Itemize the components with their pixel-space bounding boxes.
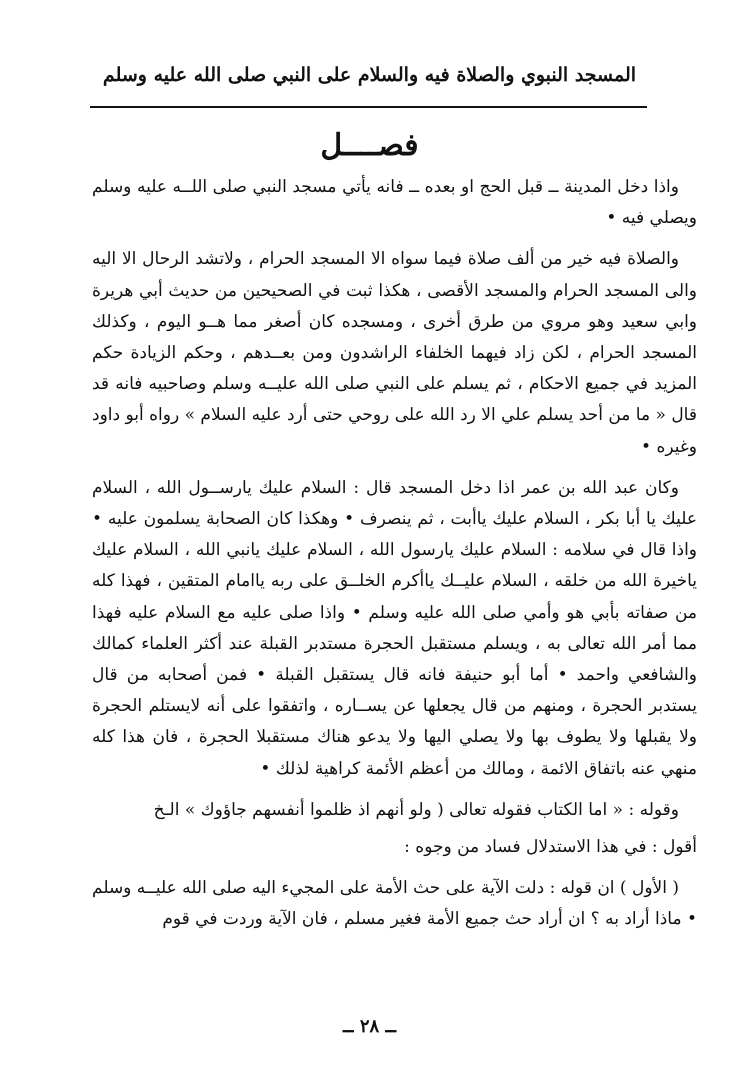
paragraph: أقول : في هذا الاستدلال فساد من وجوه : bbox=[404, 837, 697, 858]
paragraph: وكان عبد الله بن عمر اذا دخل المسجد قال : السلام عليك يارســول الله ، السلام عليك يا أبا بكر ، السلام عليك ياأبت ، ثم ينصرف • وهكذا كان الصحابة يسلمون عليه • واذا قال في سلامه : السلام عليك يارسول الله ، السلام عليك يانبي الله ، السلام عليك ياخيرة الله من خلقه ، السلام عليــك ياأكرم الخلــق على ربه ياامام المتقين ، فهذا كله من صفاته بأبي هو وأمي صلى الله عليه وسلم • واذا صلى عليه مع السلام عليه فهذا مما أمر الله تعالى به ، ويسلم مستقبل الحجرة مستدبر القبلة عند أكثر العلماء كمالك والشافعي واحمد • أما أبو حنيفة فانه قال يستقبل القبلة • فمن أصحابه من قال يستدبر الحجرة ، ومنهم من قال يجعلها عن يســاره ، واتفقوا على أنه لايستلم الحجرة ولا يقبلها ولا يطوف بها ولا يصلي اليها ولا يدعو هناك مستقبلا الحجرة ، فان هذا كله منهي عنه باتفاق الائمة ، ومالك من أعظم الأئمة كراهية لذلك • bbox=[92, 477, 697, 779]
body-text bbox=[92, 172, 697, 946]
paragraph: وقوله : « اما الكتاب فقوله تعالى ( ولو أنهم اذ ظلموا أنفسهم جاؤوك » الـخ bbox=[153, 799, 679, 820]
running-header: المسجد النبوي والصلاة فيه والسلام على النبي صلى الله عليه وسلم bbox=[102, 64, 637, 86]
header-divider bbox=[90, 106, 647, 108]
paragraph: ( الأول ) ان قوله : دلت الآية على حث الأمة على المجيء اليه صلى الله عليــه وسلم • ماذا أراد به ؟ ان أراد حث جميع الأمة فغير مسلم ، فان الآية وردت في قوم bbox=[92, 878, 697, 930]
page-number: ــ ٢٨ ــ bbox=[343, 1016, 396, 1037]
section-title: فصــــل bbox=[320, 128, 419, 163]
paragraph: واذا دخل المدينة ــ قبل الحج او بعده ــ فانه يأتي مسجد النبي صلى اللــه عليه وسلم ويصلي فيه • bbox=[92, 177, 697, 229]
paragraph: والصلاة فيه خير من ألف صلاة فيما سواه الا المسجد الحرام ، ولاتشد الرحال الا اليه والى المسجد الحرام والمسجد الأقصى ، هكذا ثبت في الصحيحين من حديث أبي هريرة وابي سعيد وهو مروي من طرق أخرى ، ومسجده كان أصغر مما هــو اليوم ، وكذلك المسجد الحرام ، لكن زاد فيهما الخلفاء الراشدون ومن بعــدهم ، وحكم الزيادة حكم المزيد في جميع الاحكام ، ثم يسلم على النبي صلى الله عليــه وسلم وصاحبيه فانه قد قال « ما من أحد يسلم علي الا رد الله على روحي حتى أرد عليه السلام » رواه أبو داود وغيره • bbox=[92, 249, 697, 457]
